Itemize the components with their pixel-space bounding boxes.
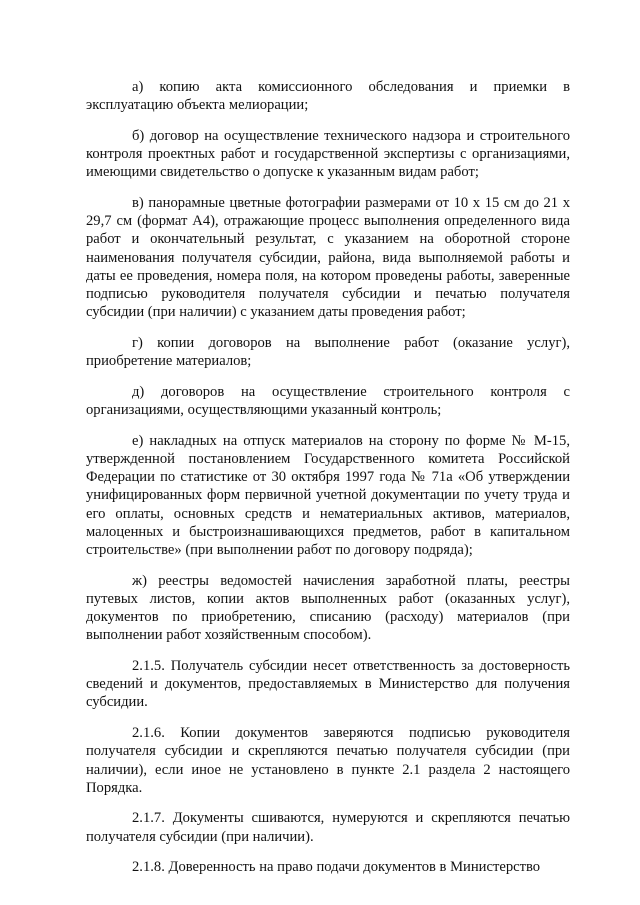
paragraph-d: д) договоров на осуществление строительного контроля с организациями, осуществляющими указанный контроль; <box>86 383 570 419</box>
paragraph-b: б) договор на осуществление технического надзора и строительного контроля проектных работ и государственной экспертизы с организациями, имеющими свидетельство о допуске к указанным видам работ; <box>86 127 570 181</box>
paragraph-zh: ж) реестры ведомостей начисления заработной платы, реестры путевых листов, копии актов выполненных работ (оказанных услуг), документов по приобретению, списанию (расходу) материалов (при выполнении работ хозяйственным способом). <box>86 572 570 644</box>
paragraph-g: г) копии договоров на выполнение работ (оказание услуг), приобретение материалов; <box>86 334 570 370</box>
paragraph-2-1-6: 2.1.6. Копии документов заверяются подписью руководителя получателя субсидии и скрепляются печатью получателя субсидии (при наличии), если иное не установлено в пункте 2.1 раздела 2 настоящего Порядка. <box>86 725 570 796</box>
paragraph-e: е) накладных на отпуск материалов на сторону по форме № М-15, утвержденной постановлением Государственного комитета Российской Федерации по статистике от 30 октября 1997 года № 71а «Об утверждении унифицированных форм первичной учетной документации по учету труда и его оплаты, основных средств и нематериальных активов, материалов, малоценных и быстроизнашивающихся предметов, работ в капитальном строительстве» (при выполнении работ по договору подряда); <box>86 432 570 558</box>
paragraph-2-1-5: 2.1.5. Получатель субсидии несет ответственность за достоверность сведений и документов, предоставляемых в Министерство для получения субсидии. <box>86 657 570 711</box>
paragraph-v: в) панорамные цветные фотографии размерами от 10 x 15 см до 21 x 29,7 см (формат А4), отражающие процесс выполнения определенного вида работ и окончательный результат, с указанием на оборотной стороне наименования получателя субсидии, района, вида выполняемой работы и даты ее проведения, номера поля, на котором проведены работы, заверенные подписью руководителя получателя субсидии и печатью получателя субсидии (при наличии) с указанием даты проведения работ; <box>86 195 570 321</box>
paragraph-2-1-8: 2.1.8. Доверенность на право подачи документов в Министерство <box>132 859 541 876</box>
paragraph-2-1-7: 2.1.7. Документы сшиваются, нумеруются и скрепляются печатью получателя субсидии (при наличии). <box>86 810 570 845</box>
paragraph-a: а) копию акта комиссионного обследования и приемки в эксплуатацию объекта мелиорации; <box>86 79 570 114</box>
